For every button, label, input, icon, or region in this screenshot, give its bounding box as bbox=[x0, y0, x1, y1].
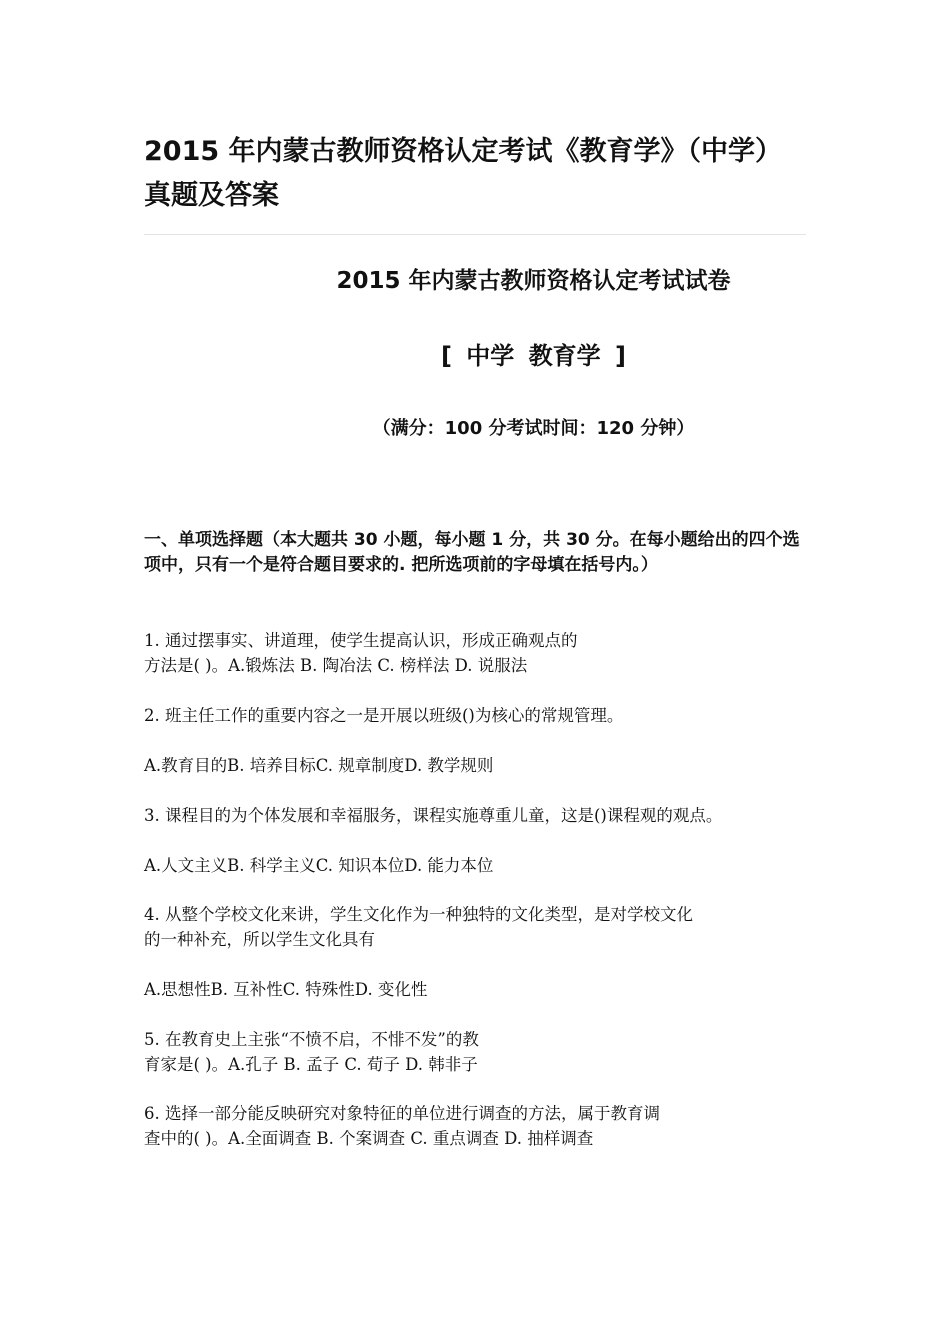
question-2: 2. 班主任工作的重要内容之一是开展以班级()为核心的常规管理。 bbox=[144, 706, 624, 725]
question-3-options: A.人文主义B. 科学主义C. 知识本位D. 能力本位 bbox=[144, 856, 494, 875]
section-heading: 一、单项选择题（本大题共 30 小题，每小题 1 分，共 30 分。在每小题给出的四个选项中，只有一个是符合题目要求的. 把所选项前的字母填在括号内。） bbox=[144, 530, 800, 575]
score-time-note: （满分：100 分考试时间：120 分钟） bbox=[372, 418, 695, 439]
subject-heading: [ 中学 教育学 ] bbox=[440, 342, 626, 370]
question-4: 4. 从整个学校文化来讲，学生文化作为一种独特的文化类型，是对学校文化 的一种补充，所以学生文化具有 bbox=[144, 905, 693, 949]
question-5: 5. 在教育史上主张“不愤不启，不悱不发”的教 育家是( )。A.孔子 B. 孟子 C. 荀子 D. 韩非子 bbox=[144, 1030, 479, 1074]
question-3: 3. 课程目的为个体发展和幸福服务，课程实施尊重儿童，这是()课程观的观点。 bbox=[144, 806, 723, 825]
exam-name: 2015 年内蒙古教师资格认定考试试卷 bbox=[336, 268, 731, 294]
page-title: 2015 年内蒙古教师资格认定考试《教育学》（中学）真题及答案 bbox=[144, 136, 783, 211]
title-divider bbox=[144, 234, 806, 235]
question-6: 6. 选择一部分能反映研究对象特征的单位进行调查的方法，属于教育调 查中的( )。A.全面调查 B. 个案调查 C. 重点调查 D. 抽样调查 bbox=[144, 1104, 660, 1148]
question-1: 1. 通过摆事实、讲道理，使学生提高认识，形成正确观点的 方法是( )。A.锻炼法 B. 陶冶法 C. 榜样法 D. 说服法 bbox=[144, 631, 578, 675]
question-2-options: A.教育目的B. 培养目标C. 规章制度D. 教学规则 bbox=[144, 756, 494, 775]
question-4-options: A.思想性B. 互补性C. 特殊性D. 变化性 bbox=[144, 980, 428, 999]
